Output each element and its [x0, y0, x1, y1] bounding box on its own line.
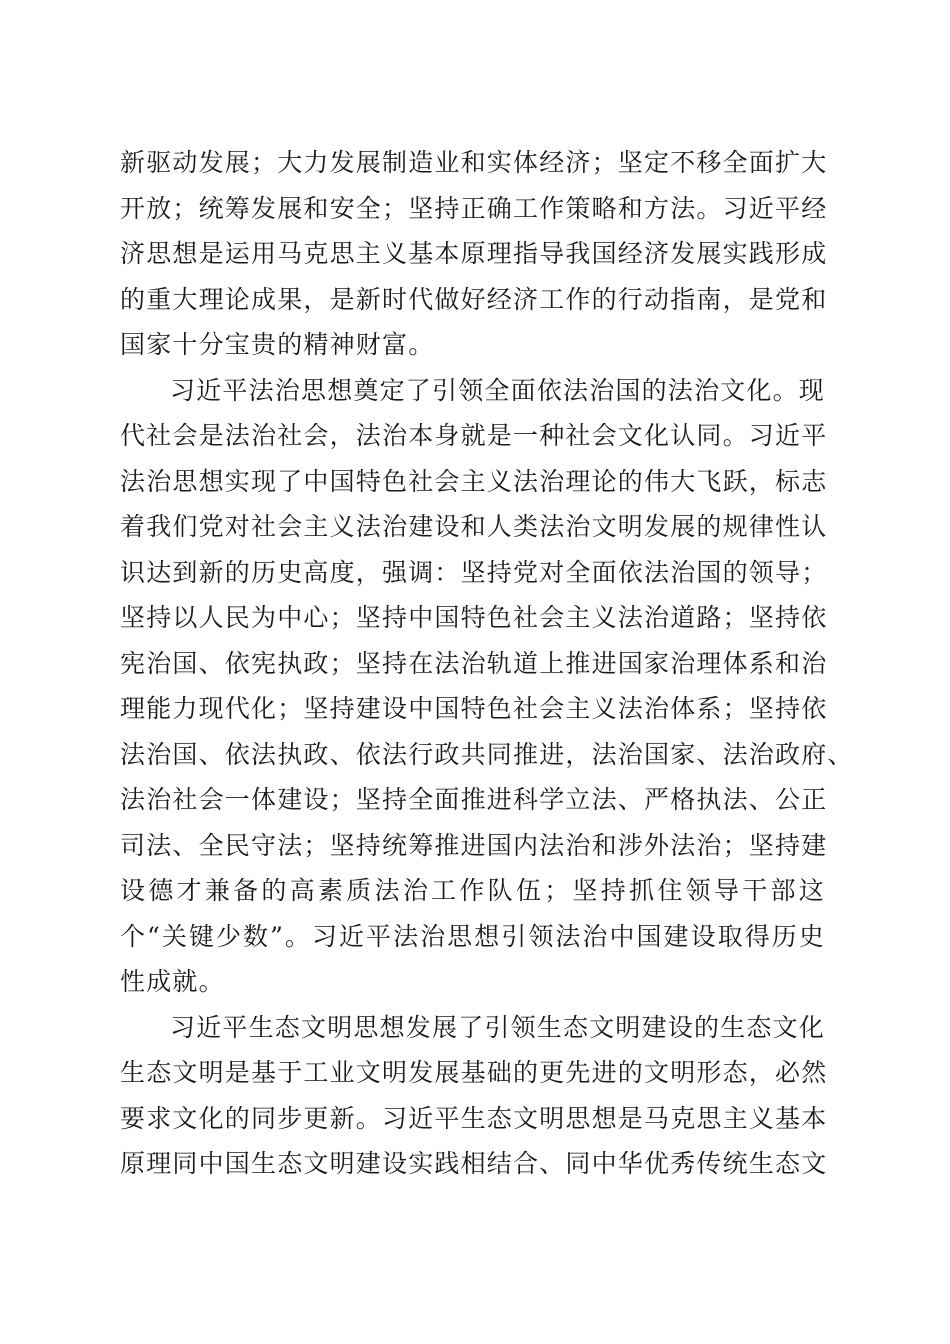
text-line: 生态文明是基于工业文明发展基础的更先进的文明形态，必然: [120, 1058, 828, 1087]
paragraph-rule-of-law-thought: [120, 368, 854, 1005]
text-line: 国家十分宝贵的精神财富。: [120, 330, 435, 359]
text-line: 宪治国、依宪执政；坚持在法治轨道上推进国家治理体系和治: [120, 648, 828, 678]
text-line: 习近平生态文明思想发展了引领生态文明建设的生态文化: [170, 1012, 826, 1042]
text-line: 济思想是运用马克思主义基本原理指导我国经济发展实践形成: [120, 239, 828, 268]
paragraph-economic-thought: [120, 140, 828, 368]
text-line: 个“关键少数”。习近平法治思想引领法治中国建设取得历史: [120, 921, 825, 951]
text-line: 坚持以人民为中心；坚持中国特色社会主义法治道路；坚持依: [120, 603, 828, 632]
text-line: 设德才兼备的高素质法治工作队伍；坚持抓住领导干部这: [120, 876, 825, 905]
text-line: 法治社会一体建设；坚持全面推进科学立法、严格执法、公正: [120, 785, 828, 814]
paragraph-ecological-thought: [120, 1005, 828, 1187]
text-line: 司法、全民守法；坚持统筹推进国内法治和涉外法治；坚持建: [120, 830, 828, 860]
text-line: 习近平法治思想奠定了引领全面依法治国的法治文化。现: [170, 375, 826, 405]
text-line: 着我们党对社会主义法治建设和人类法治文明发展的规律性认: [120, 512, 828, 541]
text-line: 性成就。: [120, 967, 225, 996]
text-line: 原理同中国生态文明建设实践相结合、同中华优秀传统生态文: [120, 1149, 828, 1178]
body-text: [120, 140, 854, 1187]
text-line: 代社会是法治社会，法治本身就是一种社会文化认同。习近平: [120, 421, 828, 450]
text-line: 识达到新的历史高度，强调：坚持党对全面依法治国的领导；: [120, 557, 828, 587]
text-line: 法治思想实现了中国特色社会主义法治理论的伟大飞跃，标志: [120, 466, 828, 496]
text-line: 新驱动发展；大力发展制造业和实体经济；坚定不移全面扩大: [120, 148, 828, 177]
text-line: 开放；统筹发展和安全；坚持正确工作策略和方法。习近平经: [120, 193, 828, 223]
text-line: 理能力现代化；坚持建设中国特色社会主义法治体系；坚持依: [120, 694, 828, 723]
text-line: 要求文化的同步更新。习近平生态文明思想是马克思主义基本: [120, 1103, 828, 1133]
text-line: 法治国、依法执政、依法行政共同推进，法治国家、法治政府、: [120, 739, 854, 769]
text-line: 的重大理论成果，是新时代做好经济工作的行动指南，是党和: [120, 284, 828, 314]
